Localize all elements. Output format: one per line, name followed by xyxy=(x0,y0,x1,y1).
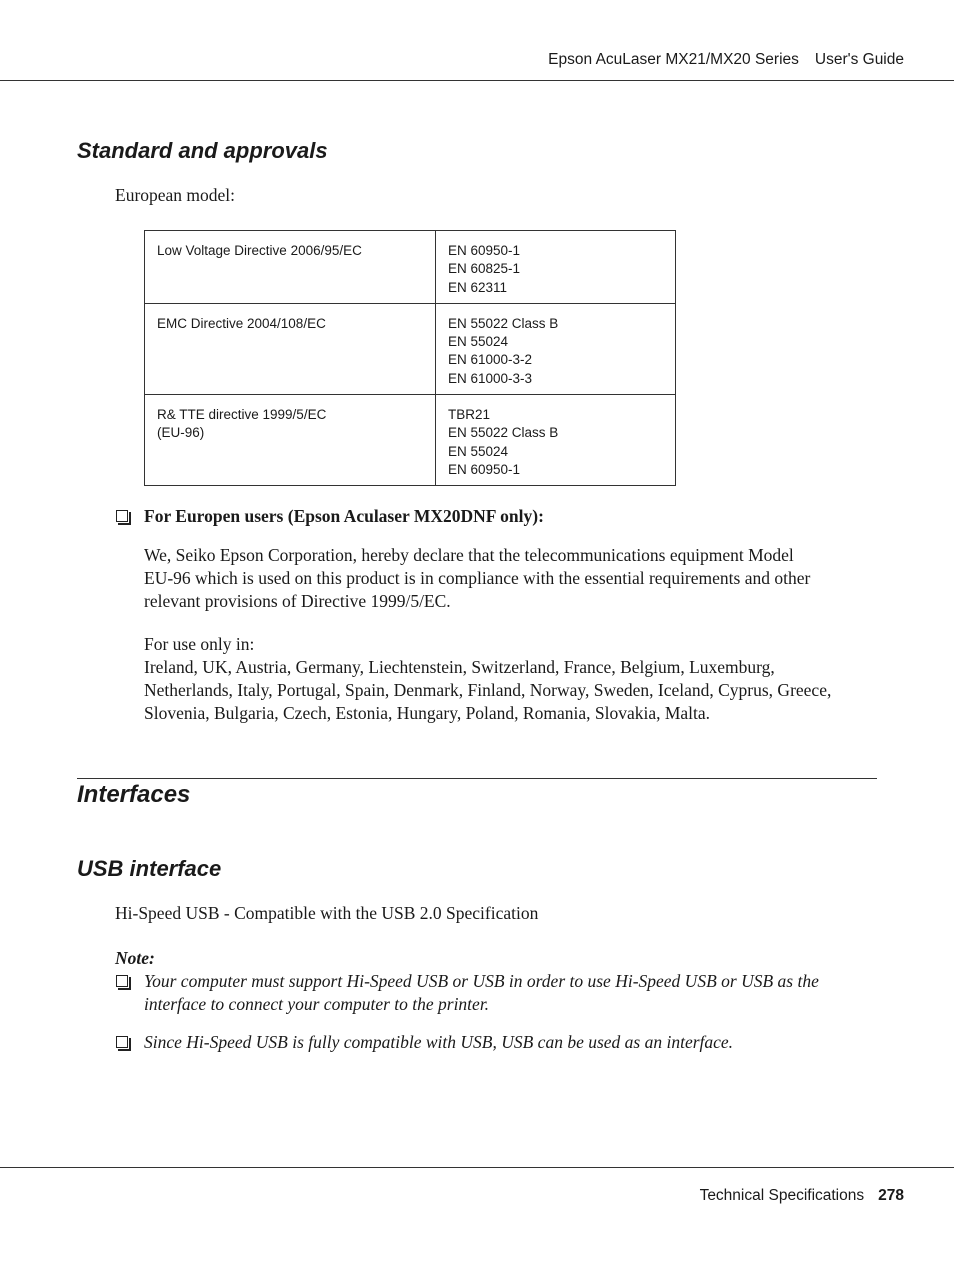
standards-cell xyxy=(436,395,676,486)
standard-line: EN 55024 xyxy=(448,443,509,459)
standards-cell xyxy=(436,303,676,394)
section-rule xyxy=(77,778,877,779)
checkbox-bullet-icon xyxy=(116,975,128,987)
usb-spec-text: Hi-Speed USB - Compatible with the USB 2.0 Specification xyxy=(115,903,539,923)
running-header xyxy=(548,51,904,69)
table-row xyxy=(145,395,676,486)
standard-line: EN 61000-3-2 xyxy=(448,352,533,368)
declaration-line: relevant provisions of Directive 1999/5/EC. xyxy=(144,591,451,611)
header-guide: User's Guide xyxy=(814,51,904,68)
standard-line: TBR21 xyxy=(448,407,491,423)
countries-paragraph xyxy=(144,633,831,725)
directive-cell xyxy=(145,395,436,486)
note-label: Note: xyxy=(115,948,155,968)
standard-line: EN 62311 xyxy=(448,279,508,295)
approvals-table xyxy=(144,230,676,486)
standard-line: EN 60825-1 xyxy=(448,261,521,277)
directive-line: Low Voltage Directive 2006/95/EC xyxy=(157,243,362,258)
directive-line: EMC Directive 2004/108/EC xyxy=(157,315,326,331)
table-row xyxy=(145,303,676,394)
countries-line: Ireland, UK, Austria, Germany, Liechtenstein, Switzerland, France, Belgium, Luxemburg, xyxy=(144,657,775,677)
standard-line: EN 55024 xyxy=(448,334,509,350)
standard-line: EN 60950-1 xyxy=(448,461,521,477)
standard-line: EN 60950-1 xyxy=(448,243,521,258)
checkbox-bullet-icon xyxy=(116,1036,128,1048)
note-item xyxy=(144,1031,733,1054)
note-line: interface to connect your computer to the printer. xyxy=(144,994,490,1014)
standards-cell xyxy=(436,231,676,304)
declaration-paragraph xyxy=(144,544,810,613)
european-model-label: European model: xyxy=(115,185,236,205)
header-product: Epson AcuLaser MX21/MX20 Series xyxy=(548,51,799,68)
note-line: Your computer must support Hi-Speed USB or USB in order to use Hi-Speed USB or USB as the xyxy=(144,971,819,991)
europe-users-title: For Europen users (Epson Aculaser MX20DNF only): xyxy=(144,506,544,526)
declaration-line: EU-96 which is used on this product is in compliance with the essential requirements and other xyxy=(144,568,811,588)
countries-line: Slovenia, Bulgaria, Czech, Estonia, Hungary, Poland, Romania, Slovakia, Malta. xyxy=(144,703,711,723)
use-only-label: For use only in: xyxy=(144,634,255,654)
header-rule xyxy=(0,80,954,81)
heading-interfaces: Interfaces xyxy=(77,781,191,808)
countries-line: Netherlands, Italy, Portugal, Spain, Denmark, Finland, Norway, Sweden, Iceland, Cyprus, Greece, xyxy=(144,680,832,700)
directive-line: R& TTE directive 1999/5/EC xyxy=(157,407,327,423)
table-row xyxy=(145,231,676,304)
footer-section: Technical Specifications xyxy=(699,1187,865,1204)
note-line: Since Hi-Speed USB is fully compatible with USB, USB can be used as an interface. xyxy=(144,1032,734,1052)
directive-cell xyxy=(145,303,436,394)
heading-usb-interface: USB interface xyxy=(77,856,222,881)
checkbox-bullet-icon xyxy=(116,510,128,522)
standard-line: EN 55022 Class B xyxy=(448,425,559,441)
directive-line: (EU-96) xyxy=(157,425,205,441)
note-item xyxy=(144,970,819,1016)
standard-line: EN 55022 Class B xyxy=(448,315,559,331)
running-footer xyxy=(700,1187,904,1205)
standard-line: EN 61000-3-3 xyxy=(448,370,533,386)
footer-rule xyxy=(0,1167,954,1168)
directive-cell xyxy=(145,231,436,304)
heading-standard-approvals: Standard and approvals xyxy=(77,138,328,163)
page-number: 278 xyxy=(878,1187,904,1204)
declaration-line: We, Seiko Epson Corporation, hereby declare that the telecommunications equipment Model xyxy=(144,545,794,565)
